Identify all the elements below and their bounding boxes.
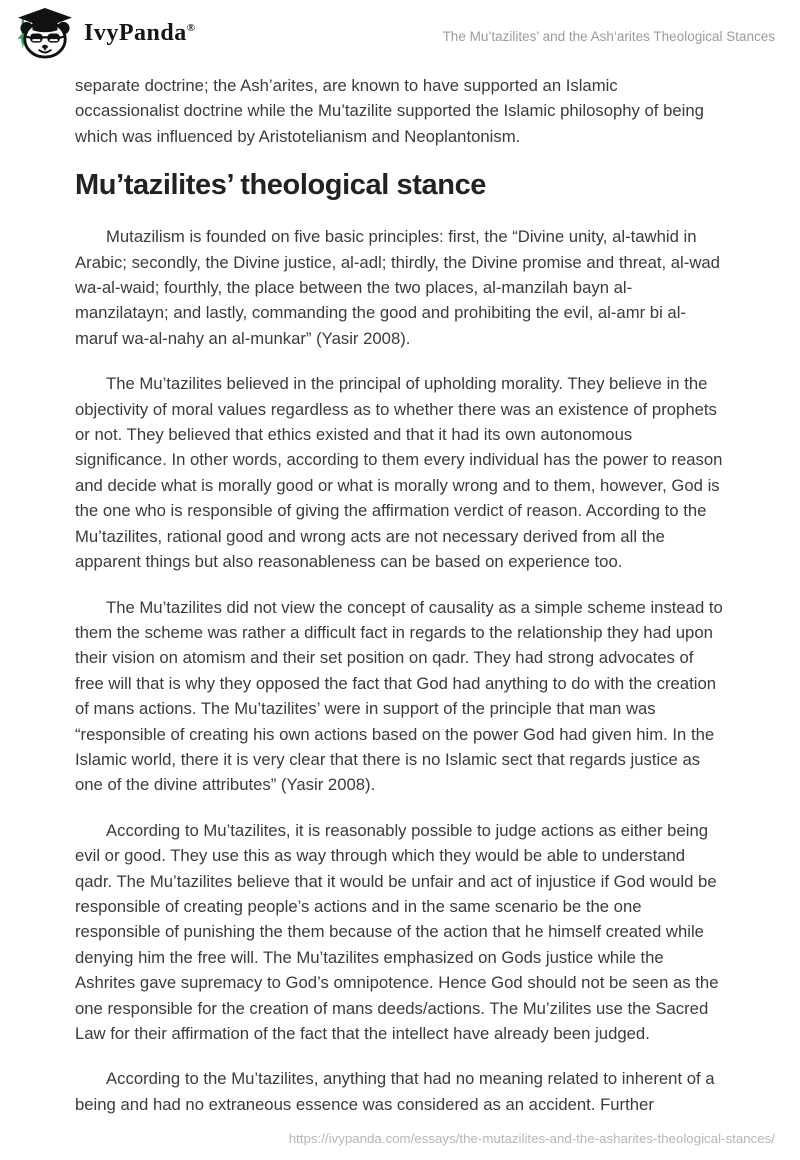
document-header-title: The Mu’tazilites’ and the Ash‘arites Theological Stances xyxy=(442,28,775,44)
ivypanda-logo[interactable] xyxy=(14,7,195,59)
header xyxy=(0,0,800,60)
footer xyxy=(289,1131,775,1146)
panda-graduate-icon xyxy=(14,7,76,59)
paragraph-intro-continued: separate doctrine; the Ash’arites, are known to have supported an Islamic occassionalist doctrine while the Mu’tazilite supported the Islamic philosophy of being which was influenced by Aristotelianism and Neoplantonism. xyxy=(75,76,704,146)
paragraph: Mutazilism is founded on five basic principles: first, the “Divine unity, al-tawhid in Arabic; secondly, the Divine justice, al-adl; thirdly, the Divine promise and threat, al-wad wa-al-waid; fourthly, the place between the two places, al-manzilah bayn al-manzilatayn; and lastly, commanding the good and prohibiting the evil, al-amr bi al-maruf wa-al-nahy an al-munkar” (Yasir 2008). xyxy=(75,227,720,348)
source-url[interactable]: https://ivypanda.com/essays/the-mutazilites-and-the-asharites-theological-stances/ xyxy=(288,1131,775,1146)
logo-wordmark xyxy=(84,20,195,47)
section-heading: Mu’tazilites’ theological stance xyxy=(75,169,487,202)
paragraph: According to Mu’tazilites, it is reasonably possible to judge actions as either being evil or good. They use this as way through which they would be able to understand qadr. The Mu’tazilites believe that it would be unfair and act of injustice if God would be responsible of creating people’s actions and in the same scenario be the one responsible of punishing the them because of the action that he himself created while denying him the free will. The Mu’tazilites emphasized on Gods justice while the Ashrites gave supremacy to God’s omnipotence. Hence God should not be seen as the one responsible for the creation of mans deeds/actions. The Mu’zilites use the Sacred Law for their affirmation of the fact that the intellect have already been judged. xyxy=(75,820,719,1043)
paragraph: According to the Mu’tazilites, anything that had no meaning related to inherent of a being and had no extraneous essence was considered as an accident. Further xyxy=(75,1069,715,1114)
paragraph: The Mu’tazilites did not view the concept of causality as a simple scheme instead to them the scheme was rather a difficult fact in regards to the relationship they had upon their vision on atomism and their set position on qadr. They had strong advocates of free will that is why they opposed the fact that God had anything to do with the creation of mans actions. The Mu’tazilites’ were in support of the principle that man was “responsible of creating his own actions based on the power God had given him. In the Islamic world, there it is very clear that there is no Islamic sect that regards justice as one of the divine attributes” (Yasir 2008). xyxy=(75,597,723,795)
paragraph-list xyxy=(75,224,725,1117)
paragraph: The Mu’tazilites believed in the principal of upholding morality. They believe in the objectivity of moral values regardless as to whether there was an existence of prophets or not. They believed that ethics existed and that it had its own autonomous significance. In other words, according to them every individual has the power to reason and decide what is morally good or what is morally wrong and to them, however, God is the one who is responsible of giving the affirmation verdict of reason. According to the Mu’tazilites, rational good and wrong acts are not necessary derived from all the apparent things but also reasonableness can be based on experience too. xyxy=(75,374,723,572)
logo-text: IvyPanda xyxy=(84,19,187,46)
registered-trademark-symbol: ® xyxy=(186,21,196,34)
article-content xyxy=(0,60,800,1117)
